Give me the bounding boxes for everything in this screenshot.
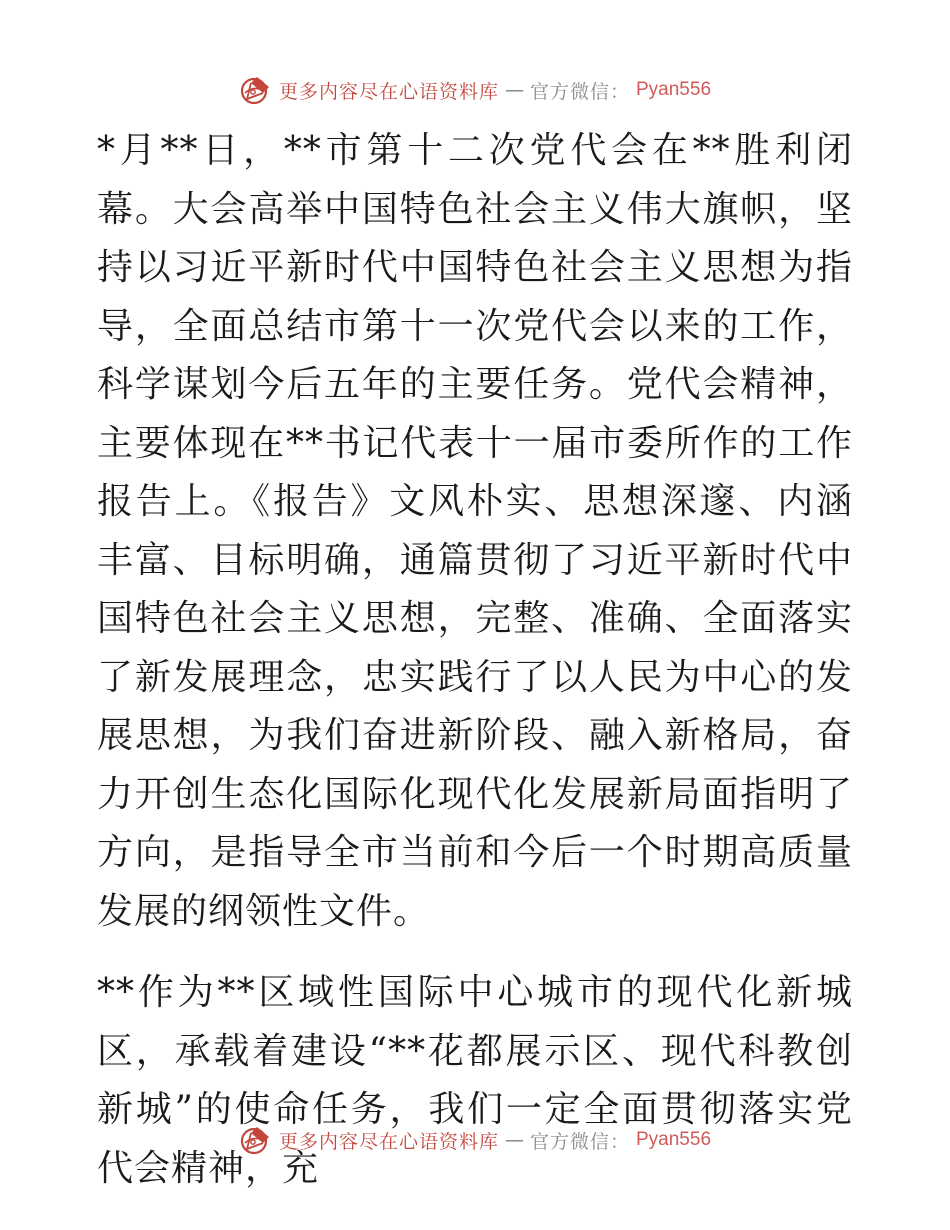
watermark-main-text: 更多内容尽在心语资料库 — [278, 1130, 499, 1153]
watermark-banner-top — [0, 70, 950, 110]
document-body — [97, 122, 853, 1198]
watermark-separator: — — [504, 1129, 524, 1151]
watermark-wechat-label: 官方微信： — [529, 1130, 630, 1153]
body-paragraph: *月**日，**市第十二次党代会在**胜利闭幕。大会高举中国特色社会主义伟大旗帜，坚持以习近平新时代中国特色社会主义思想为指导，全面总结市第十一次党代会以来的工作，科学谋划今后五年的主要任务。党代会精神，主要体现在**书记代表十一届市委所作的工作报告上。《报告》文风朴实、思想深邃、内涵丰富、目标明确，通篇贯彻了习近平新时代中国特色社会主义思想，完整、准确、全面落实了新发展理念，忠实践行了以人民为中心的发展思想，为我们奋进新阶段、融入新格局，奋力开创生态化国际化现代化发展新局面指明了方向，是指导全市当前和今后一个时期高质量发展的纲领性文件。 — [97, 130, 853, 932]
watermark-separator: — — [504, 79, 524, 101]
pen-globe-logo-icon — [239, 73, 273, 107]
watermark-wechat-label: 官方微信： — [529, 80, 630, 103]
pen-globe-logo-icon — [239, 1123, 273, 1157]
watermark-wechat-id: Pyan556 — [636, 79, 712, 100]
watermark-main-text: 更多内容尽在心语资料库 — [278, 80, 499, 103]
watermark-banner-bottom — [0, 1120, 950, 1160]
body-paragraph: **作为**区域性国际中心城市的现代化新城区，承载着建设“**花都展示区、现代科教创新城”的使命任务，我们一定全面贯彻落实党代会精神，充 — [97, 972, 853, 1189]
watermark-wechat-id: Pyan556 — [636, 1129, 712, 1150]
